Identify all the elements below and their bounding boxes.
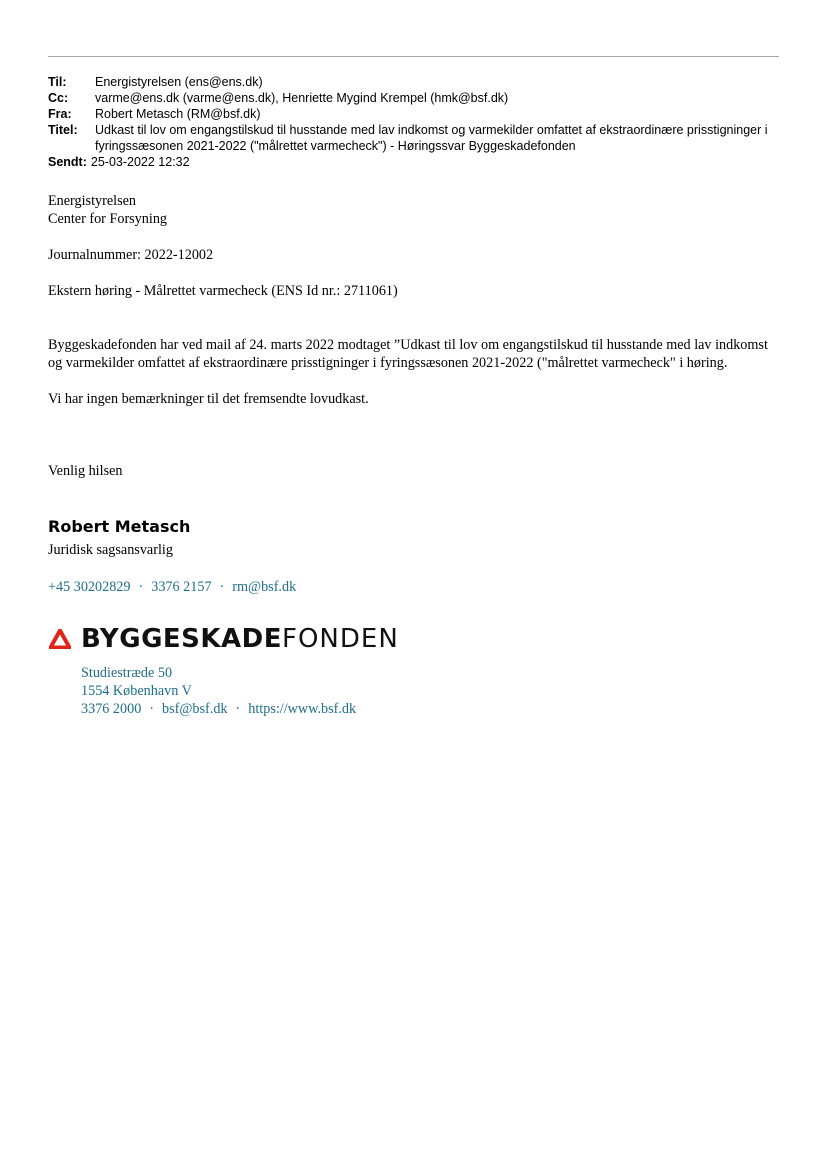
- fra-label: Fra:: [48, 107, 72, 121]
- paragraph-2: Vi har ingen bemærkninger til det fremsendte lovudkast.: [48, 391, 369, 407]
- separator: ·: [138, 579, 144, 595]
- email-header: [48, 74, 768, 170]
- address-contact-line: [81, 700, 356, 718]
- sendt-value: 25-03-2022 12:32: [90, 155, 190, 169]
- logo-text-light: FONDEN: [282, 624, 399, 654]
- separator: ·: [149, 701, 155, 717]
- header-row-cc: [48, 90, 768, 106]
- til-label: Til:: [48, 75, 67, 89]
- signature-name: Robert Metasch: [48, 517, 191, 536]
- subject-line: Ekstern høring - Målrettet varmecheck (ENS Id nr.: 2711061): [48, 283, 398, 299]
- separator: ·: [235, 701, 241, 717]
- paragraph-1: Byggeskadefonden har ved mail af 24. marts 2022 modtaget ”Udkast til lov om engangstilskud til husstande med lav indkomst og varmekilder omfattet af ekstraordinære prisstigninger i fyringssæsonen 2021-2022 ("målrettet varmecheck" i høring.: [48, 337, 768, 371]
- phone-link-1[interactable]: +45 30202829: [48, 579, 131, 595]
- closing-greeting: Venlig hilsen: [48, 463, 123, 479]
- signature-contact: [48, 578, 296, 596]
- header-row-titel: [48, 122, 768, 154]
- cc-label: Cc:: [48, 91, 69, 105]
- phone-link-2[interactable]: 3376 2157: [151, 579, 212, 595]
- cc-value: varme@ens.dk (varme@ens.dk), Henriette Mygind Krempel (hmk@bsf.dk): [95, 91, 509, 105]
- recipient-line-2: Center for Forsyning: [48, 211, 168, 227]
- company-email[interactable]: bsf@bsf.dk: [162, 701, 228, 717]
- fra-value: Robert Metasch (RM@bsf.dk): [95, 107, 261, 121]
- logo-text-bold: BYGGESKADE: [81, 624, 283, 654]
- signature-title: Juridisk sagsansvarlig: [48, 542, 173, 558]
- header-divider: [48, 56, 779, 57]
- til-value: Energistyrelsen (ens@ens.dk): [95, 75, 263, 89]
- titel-label: Titel:: [48, 123, 78, 137]
- recipient-line-1: Energistyrelsen: [48, 193, 136, 209]
- address-city: 1554 København V: [81, 683, 192, 699]
- header-row-sendt: [48, 154, 768, 170]
- byggeskadefonden-logo: [49, 624, 399, 654]
- titel-value: Udkast til lov om engangstilskud til husstande med lav indkomst og varmekilder omfattet af ekstraordinære prisstigninger i fyringssæsonen 2021-2022 ("målrettet varmecheck") - Høringssvar Byggeskadefonden: [95, 123, 768, 153]
- company-phone[interactable]: 3376 2000: [81, 701, 142, 717]
- address-street: Studiestræde 50: [81, 665, 173, 681]
- triangle-logo-icon: [49, 629, 71, 649]
- header-row-til: [48, 74, 768, 90]
- company-website[interactable]: https://www.bsf.dk: [248, 701, 357, 717]
- email-body: [48, 192, 778, 480]
- header-row-fra: [48, 106, 768, 122]
- company-address: [81, 664, 356, 718]
- sendt-label: Sendt:: [48, 155, 87, 169]
- journal-number: Journalnummer: 2022-12002: [48, 247, 214, 263]
- email-link[interactable]: rm@bsf.dk: [232, 579, 297, 595]
- separator: ·: [219, 579, 225, 595]
